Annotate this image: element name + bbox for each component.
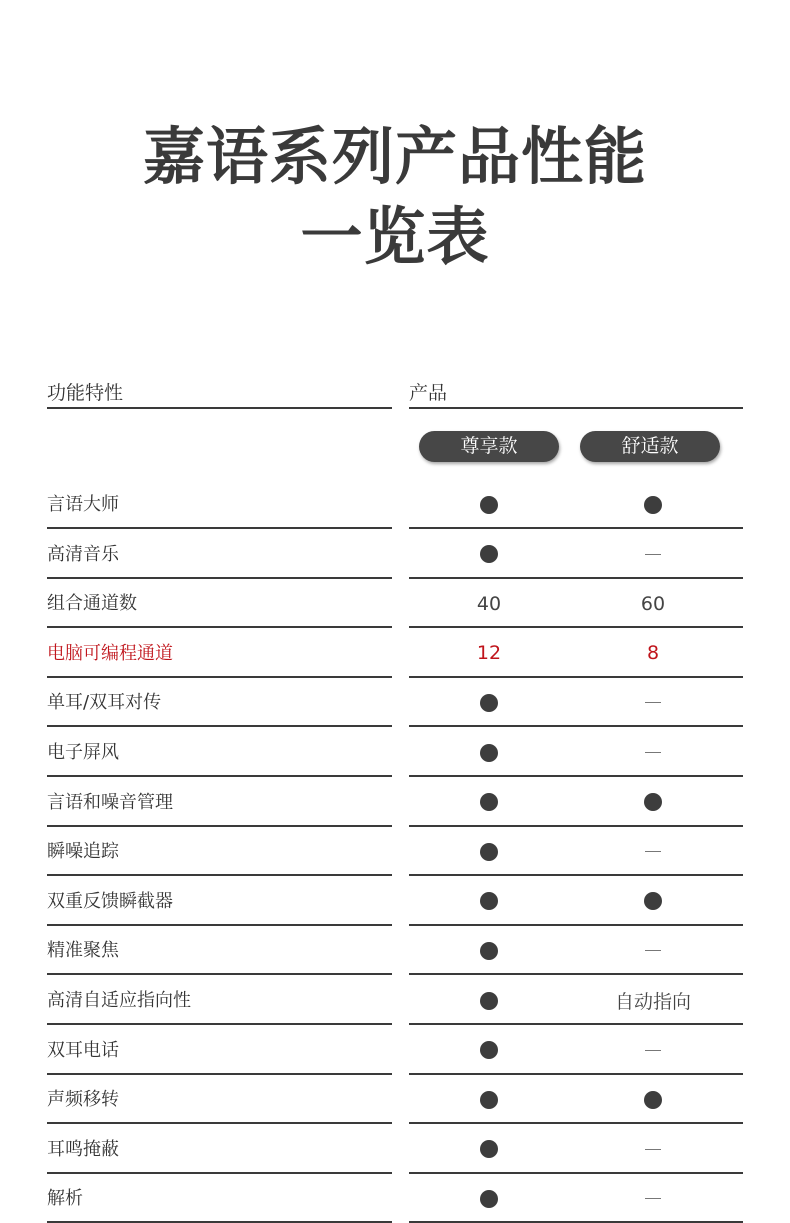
table-row xyxy=(0,530,790,579)
table-row xyxy=(0,877,790,926)
filled-dot-icon xyxy=(644,793,662,811)
feature-name: 双耳电话 xyxy=(47,1039,119,1061)
table-row xyxy=(0,1174,790,1223)
filled-dot-icon xyxy=(480,545,498,563)
feature-name: 言语和噪音管理 xyxy=(47,791,173,813)
page-title-line-1: 嘉语系列产品性能 xyxy=(142,120,647,193)
dash-icon xyxy=(645,950,661,951)
filled-dot-icon xyxy=(480,1190,498,1208)
comfort-value-cell xyxy=(583,579,723,628)
product-pill-premium: 尊享款 xyxy=(419,431,559,462)
comfort-value-cell xyxy=(583,480,723,529)
product-column-header: 产品 xyxy=(409,382,448,404)
dash-icon xyxy=(645,1149,661,1150)
table-row xyxy=(0,976,790,1025)
comfort-value-cell xyxy=(583,1075,723,1124)
filled-dot-icon xyxy=(644,892,662,910)
dash-icon xyxy=(645,702,661,703)
dash-icon xyxy=(645,554,661,555)
header-divider-left xyxy=(47,407,392,409)
premium-value-cell xyxy=(419,827,559,876)
premium-value-cell xyxy=(419,1075,559,1124)
product-pill-comfort: 舒适款 xyxy=(580,431,720,462)
page-title-line-2: 一览表 xyxy=(300,200,490,273)
filled-dot-icon xyxy=(480,843,498,861)
premium-value-cell xyxy=(419,778,559,827)
feature-name: 单耳/双耳对传 xyxy=(47,692,162,714)
filled-dot-icon xyxy=(644,496,662,514)
filled-dot-icon xyxy=(480,1091,498,1109)
premium-value-cell xyxy=(419,530,559,579)
dash-icon xyxy=(645,851,661,852)
dash-icon xyxy=(645,752,661,753)
value-text: 12 xyxy=(476,642,502,665)
comfort-value-cell xyxy=(583,629,723,678)
filled-dot-icon xyxy=(480,992,498,1010)
value-text: 40 xyxy=(476,592,502,615)
filled-dot-icon xyxy=(480,793,498,811)
premium-value-cell xyxy=(419,678,559,727)
comfort-value-cell xyxy=(583,926,723,975)
filled-dot-icon xyxy=(480,892,498,910)
premium-value-cell xyxy=(419,877,559,926)
feature-name: 电子屏风 xyxy=(47,742,119,763)
feature-name: 解析 xyxy=(47,1188,83,1210)
feature-name: 耳鸣掩蔽 xyxy=(47,1138,119,1160)
premium-value-cell xyxy=(419,926,559,975)
premium-value-cell xyxy=(419,579,559,628)
table-row xyxy=(0,1075,790,1124)
filled-dot-icon xyxy=(480,694,498,712)
premium-value-cell xyxy=(419,976,559,1025)
feature-name: 电脑可编程通道 xyxy=(47,642,173,664)
table-row xyxy=(0,678,790,727)
filled-dot-icon xyxy=(480,942,498,960)
comfort-value-cell xyxy=(583,1026,723,1075)
feature-name: 瞬噪追踪 xyxy=(47,841,119,863)
table-row xyxy=(0,629,790,678)
table-row xyxy=(0,1125,790,1174)
feature-name: 组合通道数 xyxy=(47,593,137,615)
table-row xyxy=(0,827,790,876)
filled-dot-icon xyxy=(644,1091,662,1109)
value-text: 自动指向 xyxy=(614,991,691,1013)
feature-name: 言语大师 xyxy=(47,494,119,515)
premium-value-cell xyxy=(419,728,559,777)
feature-name: 双重反馈瞬截器 xyxy=(47,890,173,912)
comfort-value-cell xyxy=(583,678,723,727)
dash-icon xyxy=(645,1050,661,1051)
value-text: 60 xyxy=(640,592,666,615)
comfort-value-cell xyxy=(583,1125,723,1174)
premium-value-cell xyxy=(419,1174,559,1223)
comfort-value-cell xyxy=(583,778,723,827)
premium-value-cell xyxy=(419,1026,559,1075)
feature-name: 高清音乐 xyxy=(47,543,119,565)
table-row xyxy=(0,1026,790,1075)
filled-dot-icon xyxy=(480,1041,498,1059)
table-row xyxy=(0,728,790,777)
comfort-value-cell xyxy=(583,827,723,876)
feature-name: 高清自适应指向性 xyxy=(47,990,191,1011)
comfort-value-cell xyxy=(583,1174,723,1223)
comfort-value-cell xyxy=(583,530,723,579)
filled-dot-icon xyxy=(480,496,498,514)
comfort-value-cell xyxy=(583,976,723,1025)
premium-value-cell xyxy=(419,1125,559,1174)
filled-dot-icon xyxy=(480,1140,498,1158)
dash-icon xyxy=(645,1198,661,1199)
feature-name: 声频移转 xyxy=(47,1089,119,1111)
comfort-value-cell xyxy=(583,877,723,926)
premium-value-cell xyxy=(419,480,559,529)
table-row xyxy=(0,926,790,975)
comfort-value-cell xyxy=(583,728,723,777)
table-row xyxy=(0,480,790,529)
filled-dot-icon xyxy=(480,744,498,762)
value-text: 8 xyxy=(646,642,660,665)
feature-column-header: 功能特性 xyxy=(47,382,124,404)
premium-value-cell xyxy=(419,629,559,678)
table-row xyxy=(0,579,790,628)
table-row xyxy=(0,778,790,827)
header-divider-right xyxy=(409,407,743,409)
feature-name: 精准聚焦 xyxy=(47,940,119,962)
